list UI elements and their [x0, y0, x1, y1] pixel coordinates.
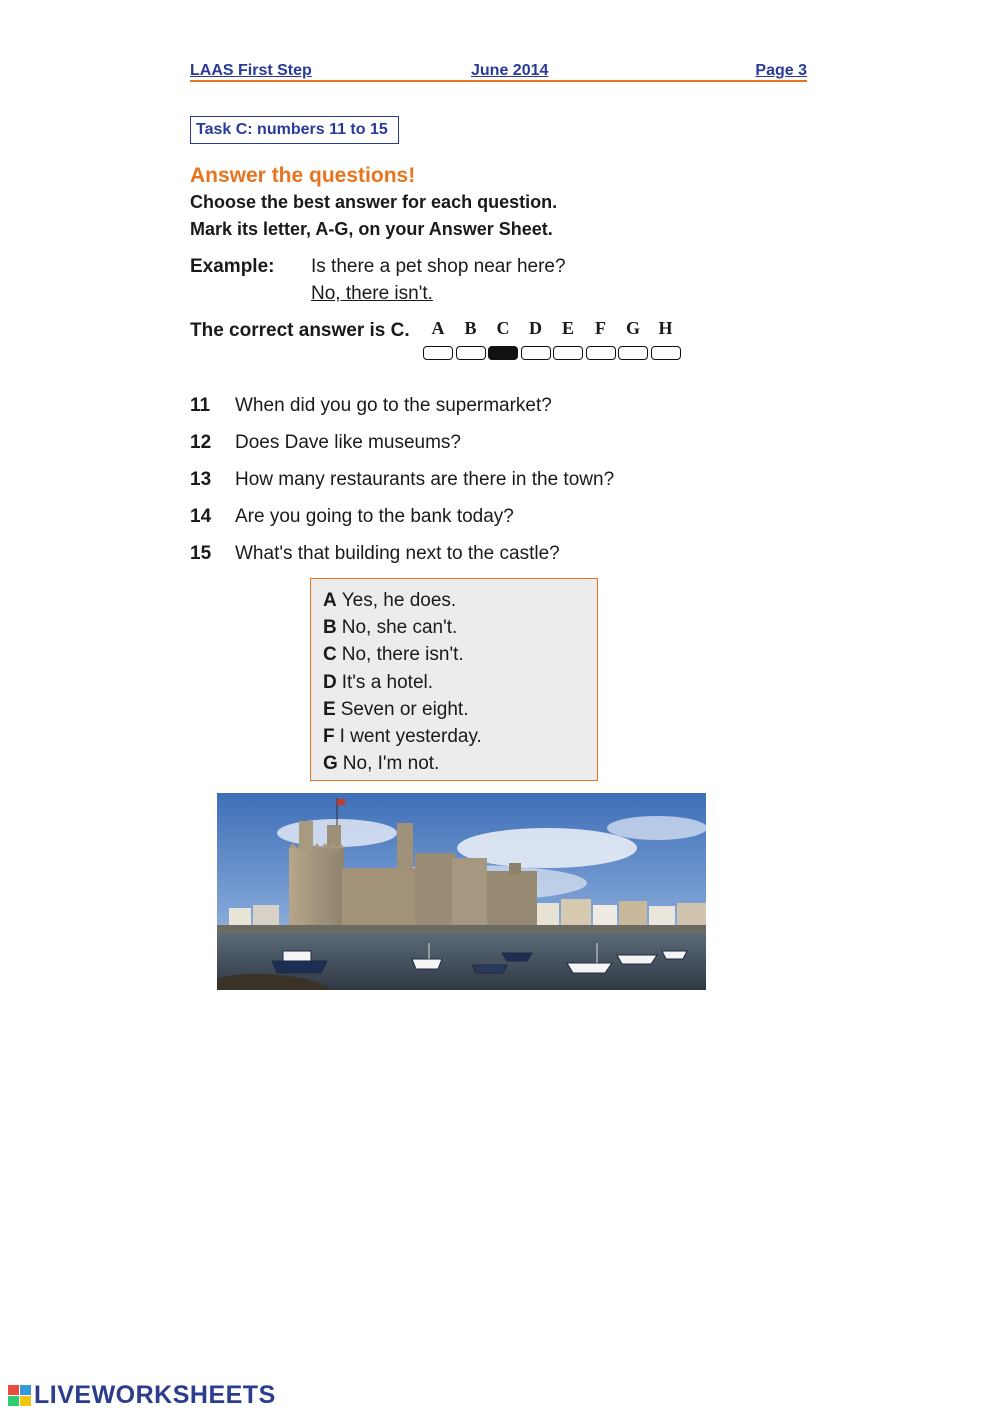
answer-bubble-b[interactable] — [456, 346, 486, 360]
answer-option-text: Seven or eight. — [340, 698, 469, 720]
example-answer: No, there isn't. — [311, 283, 433, 304]
answer-option — [323, 723, 597, 750]
question-number: 13 — [190, 469, 212, 490]
liveworksheets-logo-icon — [8, 1385, 32, 1407]
grid-letter-h: H — [658, 318, 673, 338]
castle-harbour-photo — [217, 793, 706, 990]
answer-option-letter: C — [323, 644, 337, 666]
answer-option-text: No, I'm not. — [342, 753, 440, 775]
answer-option — [323, 696, 597, 723]
correct-answer-text: The correct answer is C. — [190, 320, 410, 341]
answer-option-letter: G — [323, 753, 338, 775]
task-label-box: Task C: numbers 11 to 15 — [190, 116, 399, 144]
question-text: What's that building next to the castle? — [235, 543, 560, 564]
question-number: 15 — [190, 543, 212, 564]
answer-option-letter: E — [323, 698, 336, 720]
page-header — [190, 60, 807, 82]
instruction-line-2: Mark its letter, A-G, on your Answer Sheet. — [190, 219, 553, 239]
question-text: Does Dave like museums? — [235, 432, 461, 453]
example-label: Example: — [190, 256, 275, 277]
answer-option-text: No, there isn't. — [341, 644, 464, 666]
answer-bubble-d[interactable] — [521, 346, 551, 360]
answer-option-text: It's a hotel. — [341, 671, 434, 693]
answer-bubble-f[interactable] — [586, 346, 616, 360]
grid-letter-b: B — [464, 318, 477, 338]
question-number: 14 — [190, 506, 212, 527]
grid-letter-d: D — [529, 318, 542, 338]
question-text: Are you going to the bank today? — [235, 506, 514, 527]
answer-option-letter: B — [323, 617, 337, 639]
header-title: LAAS First Step — [190, 62, 312, 79]
section-title: Answer the questions! — [190, 164, 416, 187]
question-number: 11 — [190, 395, 211, 416]
grid-letter-f: F — [595, 318, 606, 338]
answer-bubble-a[interactable] — [423, 346, 453, 360]
answer-options-box — [310, 578, 598, 781]
answer-letter-grid — [422, 318, 684, 364]
answer-bubble-e[interactable] — [553, 346, 583, 360]
grid-letter-e: E — [561, 318, 574, 338]
answer-option-letter: D — [323, 671, 337, 693]
question-text: How many restaurants are there in the town? — [235, 469, 615, 490]
grid-letter-g: G — [625, 318, 640, 338]
answer-option-letter: A — [323, 590, 337, 611]
answer-option — [323, 750, 597, 777]
grid-letter-c: C — [496, 318, 510, 338]
question-text: When did you go to the supermarket? — [235, 395, 552, 416]
header-date: June 2014 — [471, 62, 549, 79]
answer-option — [323, 669, 597, 696]
answer-option-text: No, she can't. — [341, 617, 458, 639]
answer-option — [323, 614, 597, 641]
answer-bubble-h[interactable] — [651, 346, 681, 360]
answer-option-text: Yes, he does. — [341, 590, 457, 611]
answer-option-letter: F — [323, 725, 335, 747]
instruction-line-1: Choose the best answer for each question. — [190, 192, 558, 212]
answer-bubble-c[interactable] — [488, 346, 518, 360]
answer-option-text: I went yesterday. — [339, 725, 482, 747]
footer-brand-text: LIVEWORKSHEETS — [34, 1381, 276, 1409]
example-question: Is there a pet shop near here? — [311, 256, 566, 277]
question-number: 12 — [190, 432, 212, 453]
answer-option — [323, 587, 597, 614]
answer-option — [323, 641, 597, 668]
answer-bubble-g[interactable] — [618, 346, 648, 360]
answer-options-list — [323, 587, 597, 777]
grid-letter-a: A — [431, 318, 445, 338]
header-page-number: Page 3 — [755, 62, 807, 79]
